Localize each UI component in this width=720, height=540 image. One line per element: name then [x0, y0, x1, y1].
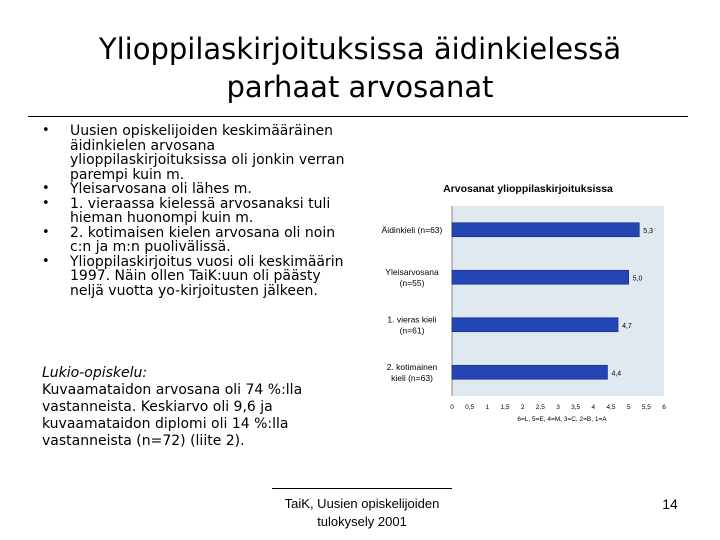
chart-bar	[452, 365, 607, 379]
chart-bar	[452, 318, 618, 332]
chart-x-tick-label: 0,5	[465, 404, 475, 411]
chart-value-label: 5,0	[632, 275, 643, 283]
bullet-item: • Ylioppilaskirjoitus vuosi oli keskimäärin 1997. Näin ollen TaiK:uun oli päästy neljä vuotta yo-kirjoitusten jälkeen.	[40, 255, 350, 299]
chart-category-label: Äidinkieli (n=63)	[381, 224, 443, 235]
chart-value-label: 4,4	[611, 370, 622, 378]
chart-x-tick-label: 1	[485, 404, 490, 411]
chart-x-tick-label: 1,5	[500, 404, 510, 411]
chart-x-tick-label: 2,5	[535, 404, 545, 411]
slide-title-line-1: Ylioppilaskirjoituksissa äidinkielessä	[98, 32, 622, 66]
bullet-item: • Yleisarvosana oli lähes m.	[40, 182, 350, 197]
lukio-heading: Lukio-opiskelu:	[42, 365, 148, 381]
chart-x-tick-label: 4	[591, 404, 596, 411]
chart-footnote: 6=L, 5=E, 4=M, 3=C, 2=B, 1=A	[517, 416, 607, 423]
chart-value-label: 5,3	[643, 227, 654, 235]
chart-x-tick-label: 5,5	[641, 404, 651, 411]
chart-category-label: 2. kotimainen kieli (n=63)	[386, 361, 438, 383]
source-note	[272, 488, 452, 531]
bullet-item: • 1. vieraassa kielessä arvosanaksi tuli hieman huonompi kuin m.	[40, 197, 350, 226]
page-number: 14	[662, 496, 678, 512]
chart-title: Arvosanat ylioppilaskirjoituksissa	[443, 183, 613, 195]
chart-x-tick-label: 4,5	[606, 404, 616, 411]
source-line-1: TaiK, Uusien opiskelijoiden	[284, 496, 440, 511]
chart-x-tick-label: 3,5	[571, 404, 581, 411]
lukio-text: Kuvaamataidon arvosana oli 74 %:lla vastanneista. Keskiarvo oli 9,6 ja kuvaamataidon diplomi oli 14 %:lla vastanneista (n=72) (liite 2).	[42, 382, 303, 449]
chart-x-tick-label: 5	[626, 404, 631, 411]
chart-x-tick-label: 0	[450, 404, 454, 411]
slide-title-line-2: parhaat arvosanat	[226, 70, 494, 104]
chart-x-tick-label: 2	[520, 404, 525, 411]
chart-value-label: 4,7	[622, 322, 632, 330]
bullet-item: • 2. kotimaisen kielen arvosana oli noin c:n ja m:n puolivälissä.	[40, 226, 350, 255]
chart-bar	[452, 223, 639, 237]
chart-category-label: 1. vieras kieli (n=61)	[387, 314, 437, 336]
chart-bar	[452, 270, 629, 284]
chart-x-tick-label: 3	[556, 404, 560, 411]
source-line-2: tulokysely 2001	[317, 514, 407, 529]
bullet-item: • Uusien opiskelijoiden keskimääräinen äidinkielen arvosana ylioppilaskirjoituksissa oli jonkin verran parempi kuin m.	[40, 124, 350, 182]
chart-category-label: Yleisarvosana (n=55)	[385, 266, 439, 288]
chart-x-tick-label: 6	[662, 404, 666, 411]
